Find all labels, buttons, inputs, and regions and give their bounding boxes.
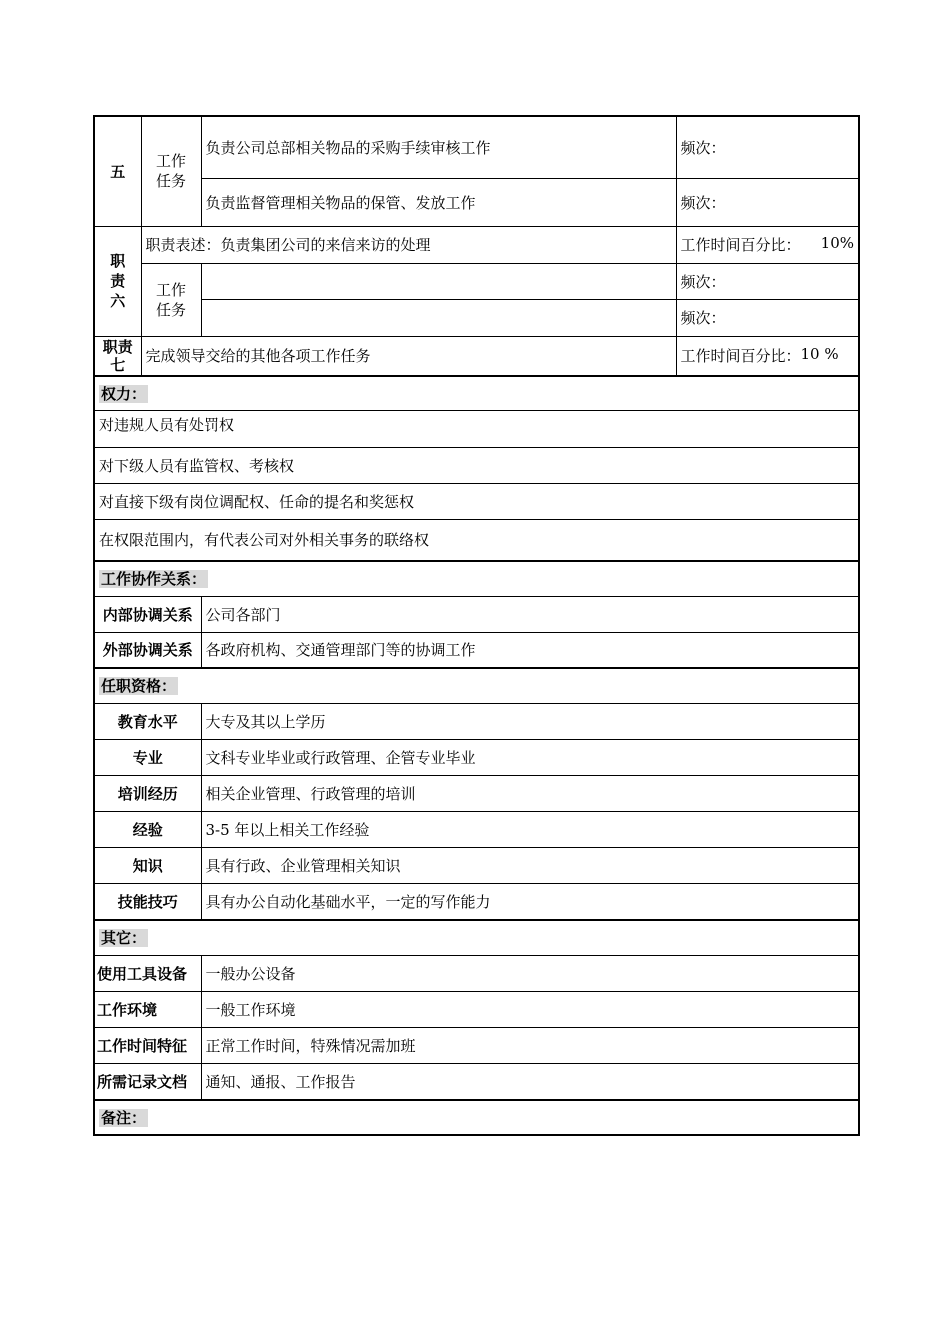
duty6-task-freq: 频次： [676,263,859,299]
duty6-task-label: 工作任务 [141,263,201,336]
duty5-task-text: 负责公司总部相关物品的采购手续审核工作 [201,116,676,178]
duty7-pct-value: 10 % [800,345,839,364]
duty6-pct [676,226,859,263]
other-value: 通知、通报、工作报告 [201,1063,859,1100]
qualification-label: 知识 [94,847,201,883]
other-value: 一般办公设备 [201,955,859,991]
duty6-pct-label: 工作时间百分比： [680,236,801,254]
cooperation-label: 外部协调关系 [94,632,201,668]
qualification-label: 技能技巧 [94,883,201,920]
duty6-task-row [94,299,859,336]
qualification-value: 具有行政、企业管理相关知识 [201,847,859,883]
authority-item-text: 对违规人员有处罚权 [94,410,859,447]
qualification-header-row [94,668,859,703]
authority-item [94,483,859,519]
other-label: 所需记录文档 [94,1063,201,1100]
authority-item-text: 对直接下级有岗位调配权、任命的提名和奖惩权 [94,483,859,519]
duty7-label: 职责七 [94,336,141,376]
job-description-page [93,115,858,1136]
qualification-label: 教育水平 [94,703,201,739]
cooperation-title: 工作协作关系： [94,561,859,596]
duty5-task-row [94,116,859,178]
qualification-label: 专业 [94,739,201,775]
duty7-row [94,336,859,376]
qualification-row [94,847,859,883]
qualification-row [94,811,859,847]
duty5-task-label: 工作任务 [141,116,201,226]
duty6-pct-value: 10% [820,234,854,252]
other-label: 使用工具设备 [94,955,201,991]
duty6-task-text [201,299,676,336]
qualification-row [94,883,859,920]
duty7-desc: 完成领导交给的其他各项工作任务 [141,336,676,376]
job-description-table [93,115,860,1136]
duty7-pct [676,336,859,376]
remarks-header-row [94,1100,859,1135]
authority-header-row [94,376,859,410]
duty5-task-text: 负责监督管理相关物品的保管、发放工作 [201,178,676,226]
cooperation-row [94,632,859,668]
qualification-row [94,775,859,811]
qualification-title: 任职资格： [94,668,859,703]
other-title: 其它： [94,920,859,955]
duty7-pct-label: 工作时间百分比： [680,347,801,366]
cooperation-row [94,596,859,632]
duty5-label: 五 [94,116,141,226]
other-row [94,1063,859,1100]
qualification-value: 相关企业管理、行政管理的培训 [201,775,859,811]
cooperation-label: 内部协调关系 [94,596,201,632]
duty6-task-row [94,263,859,299]
cooperation-value: 公司各部门 [201,596,859,632]
other-row [94,1027,859,1063]
authority-item [94,447,859,483]
qualification-label: 培训经历 [94,775,201,811]
duty5-task-row [94,178,859,226]
authority-item-text: 对下级人员有监管权、考核权 [94,447,859,483]
duty5-task-freq: 频次： [676,178,859,226]
qualification-value: 大专及其以上学历 [201,703,859,739]
duty5-task-freq: 频次： [676,116,859,178]
qualification-value: 3-5 年以上相关工作经验 [201,811,859,847]
qualification-row [94,739,859,775]
other-row [94,955,859,991]
cooperation-value: 各政府机构、交通管理部门等的协调工作 [201,632,859,668]
authority-item-text: 在权限范围内，有代表公司对外相关事务的联络权 [94,519,859,561]
other-value: 一般工作环境 [201,991,859,1027]
other-header-row [94,920,859,955]
authority-title: 权力： [94,376,859,410]
duty6-task-freq: 频次： [676,299,859,336]
remarks-title: 备注： [94,1100,859,1135]
qualification-value: 文科专业毕业或行政管理、企管专业毕业 [201,739,859,775]
qualification-label: 经验 [94,811,201,847]
qualification-row [94,703,859,739]
other-label: 工作时间特征 [94,1027,201,1063]
authority-item [94,410,859,447]
other-label: 工作环境 [94,991,201,1027]
authority-item [94,519,859,561]
other-value: 正常工作时间，特殊情况需加班 [201,1027,859,1063]
qualification-value: 具有办公自动化基础水平，一定的写作能力 [201,883,859,920]
cooperation-header-row [94,561,859,596]
duty6-desc-row [94,226,859,263]
duty6-desc: 职责表述：负责集团公司的来信来访的处理 [141,226,676,263]
duty6-task-text [201,263,676,299]
other-row [94,991,859,1027]
duty6-label: 职责六 [94,226,141,336]
